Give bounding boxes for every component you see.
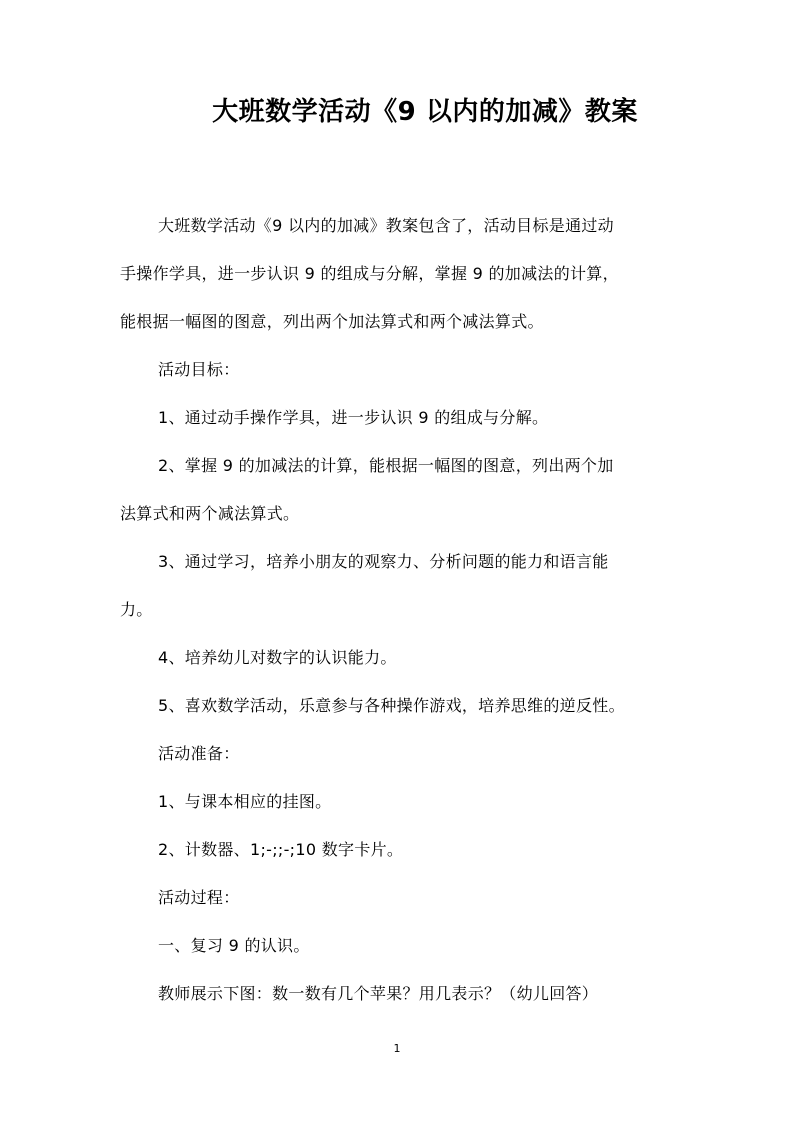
list-item: 1、与课本相应的挂图。 [158,792,332,811]
page-number: 1 [393,1042,401,1055]
list-item: 4、培养幼儿对数字的认识能力。 [158,648,397,667]
list-item: 5、喜欢数学活动，乐意参与各种操作游戏，培养思维的逆反性。 [158,696,625,715]
list-item-continuation: 法算式和两个减法算式。 [120,504,300,523]
body-line: 教师展示下图：数一数有几个苹果？用几表示？（幼儿回答） [158,984,599,1003]
list-item: 2、计数器、1;-;;-;10 数字卡片。 [158,840,404,859]
list-item-continuation: 力。 [120,600,153,619]
document-title: 大班数学活动《9 以内的加减》教案 [212,97,638,127]
body-line: 手操作学具，进一步认识 9 的组成与分解，掌握 9 的加减法的计算， [120,264,619,283]
section-heading: 活动准备： [158,744,240,763]
body-line: 大班数学活动《9 以内的加减》教案包含了，活动目标是通过动 [158,216,614,235]
list-item: 2、掌握 9 的加减法的计算，能根据一幅图的图意，列出两个加 [158,456,614,475]
section-heading: 活动目标： [158,360,240,379]
list-item: 3、通过学习，培养小朋友的观察力、分析问题的能力和语言能 [158,552,609,571]
body-line: 能根据一幅图的图意，列出两个加法算式和两个减法算式。 [120,312,544,331]
list-item: 1、通过动手操作学具，进一步认识 9 的组成与分解。 [158,408,549,427]
section-heading: 活动过程： [158,888,240,907]
step-heading: 一、复习 9 的认识。 [158,936,310,955]
